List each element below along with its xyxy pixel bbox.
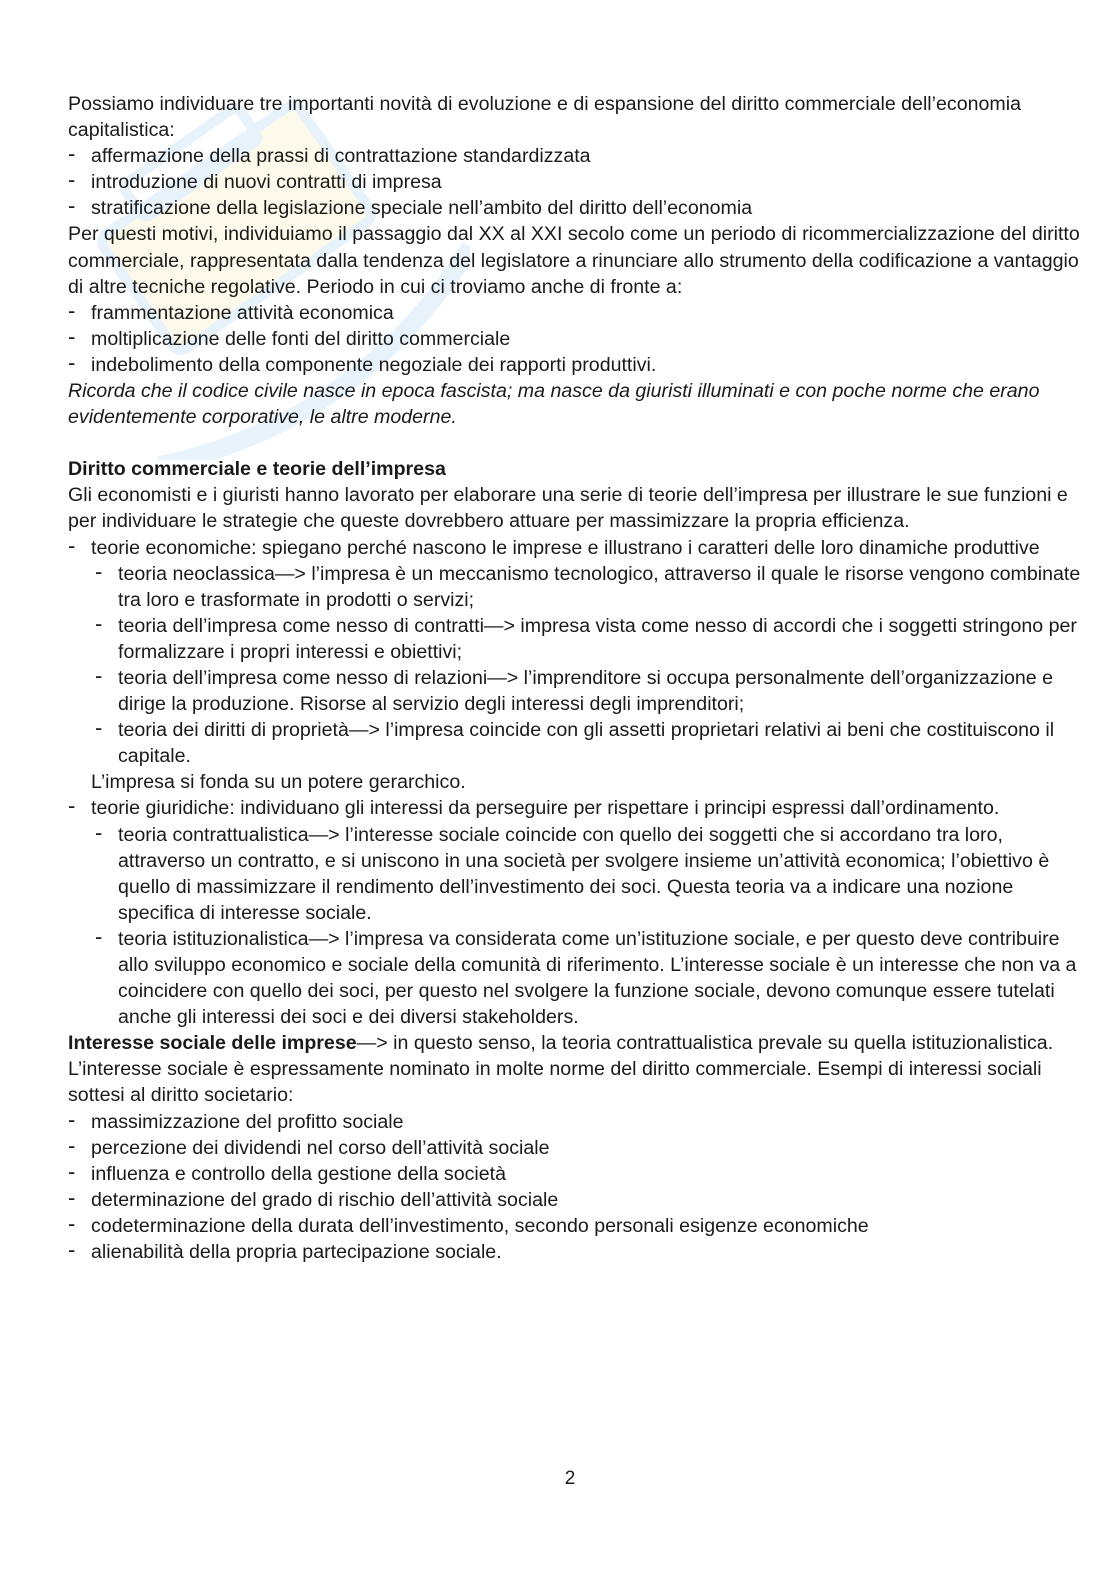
list-item: - alienabilità della propria partecipazione sociale.	[68, 1239, 1088, 1265]
list-item: - determinazione del grado di rischio dell’attività sociale	[68, 1187, 1088, 1213]
spacer	[68, 430, 1088, 456]
sub-list-item: - teoria dei diritti di proprietà—> l’impresa coincide con gli assetti proprietari relativi ai beni che costituiscono il capitale.	[68, 717, 1088, 769]
page-number: 2	[564, 1468, 576, 1489]
list-item: - percezione dei dividendi nel corso dell’attività sociale	[68, 1135, 1088, 1161]
document-body	[68, 91, 1088, 1265]
italic-note: Ricorda che il codice civile nasce in epoca fascista; ma nasce da giuristi illuminati e con poche norme che erano evidentemente corporative, le altre moderne.	[68, 380, 1040, 429]
sub-list-item: - teoria neoclassica—> l’impresa è un meccanismo tecnologico, attraverso il quale le risorse vengono combinate tra loro e trasformate in prodotti o servizi;	[68, 561, 1088, 613]
list-item: - affermazione della prassi di contrattazione standardizzata	[68, 143, 1088, 169]
sub-list-item: - teoria dell’impresa come nesso di relazioni—> l’imprenditore si occupa personalmente dell’organizzazione e dirige la produzione. Risorse al servizio degli interessi degli imprenditori;	[68, 665, 1088, 717]
paragraph: Gli economisti e i giuristi hanno lavorato per elaborare una serie di teorie dell’impresa per illustrare le sue funzioni e per individuare le strategie che queste dovrebbero attuare per massimizzare la propria efficienza.	[68, 484, 1068, 533]
list-item: - teorie economiche: spiegano perché nascono le imprese e illustrano i caratteri delle loro dinamiche produttive	[68, 535, 1088, 561]
bold-lead: Interesse sociale delle imprese	[68, 1032, 357, 1055]
paragraph: Per questi motivi, individuiamo il passaggio dal XX al XXI secolo come un periodo di ricommercializzazione del diritto commerciale, rappresentata dalla tendenza del legislatore a rinunciare allo strumento della codificazione a vantaggio di altre tecniche regolative. Periodo in cui ci troviamo anche di fronte a:	[68, 223, 1080, 298]
list-item: - moltiplicazione delle fonti del diritto commerciale	[68, 326, 1088, 352]
sub-list-item: - teoria dell’impresa come nesso di contratti—> impresa vista come nesso di accordi che i soggetti stringono per formalizzare i propri interessi e obiettivi;	[68, 613, 1088, 665]
paragraph-text: —> in questo senso, la teoria contrattualistica prevale su quella istituzionalistica. L’interesse sociale è espressamente nominato in molte norme del diritto commerciale. Esempi di interessi sociali sottesi al diritto societario:	[68, 1032, 1054, 1107]
list-item: - introduzione di nuovi contratti di impresa	[68, 169, 1088, 195]
paragraph	[68, 1030, 1088, 1108]
list-item: - teorie giuridiche: individuano gli interessi da perseguire per rispettare i principi espressi dall’ordinamento.	[68, 795, 1088, 821]
list-item: - influenza e controllo della gestione della società	[68, 1161, 1088, 1187]
indented-note: L’impresa si fonda su un potere gerarchico.	[91, 771, 466, 794]
list-item: - massimizzazione del profitto sociale	[68, 1109, 1088, 1135]
sub-list-item: - teoria contrattualistica—> l’interesse sociale coincide con quello dei soggetti che si accordano tra loro, attraverso un contratto, e si uniscono in una società per svolgere insieme un’attività economica; l’obiettivo è quello di massimizzare il rendimento dell’investimento dei soci. Questa teoria va a indicare una nozione specifica di interesse sociale.	[68, 822, 1088, 926]
list-item: - indebolimento della componente negoziale dei rapporti produttivi.	[68, 352, 1088, 378]
section-heading: Diritto commerciale e teorie dell’impresa	[68, 458, 446, 481]
sub-list-item: - teoria istituzionalistica—> l’impresa va considerata come un’istituzione sociale, e per questo deve contribuire allo sviluppo economico e sociale della comunità di riferimento. L’interesse sociale è un interesse che non va a coincidere con quello dei soci, per questo nel svolgere la funzione sociale, devono comunque essere tutelati anche gli interessi dei soci e dei diversi stakeholders.	[68, 926, 1088, 1030]
paragraph: Possiamo individuare tre importanti novità di evoluzione e di espansione del diritto commerciale dell’economia capitalistica:	[68, 93, 1021, 142]
list-item: - frammentazione attività economica	[68, 300, 1088, 326]
list-item: - stratificazione della legislazione speciale nell’ambito del diritto dell’economia	[68, 195, 1088, 221]
list-item: - codeterminazione della durata dell’investimento, secondo personali esigenze economiche	[68, 1213, 1088, 1239]
